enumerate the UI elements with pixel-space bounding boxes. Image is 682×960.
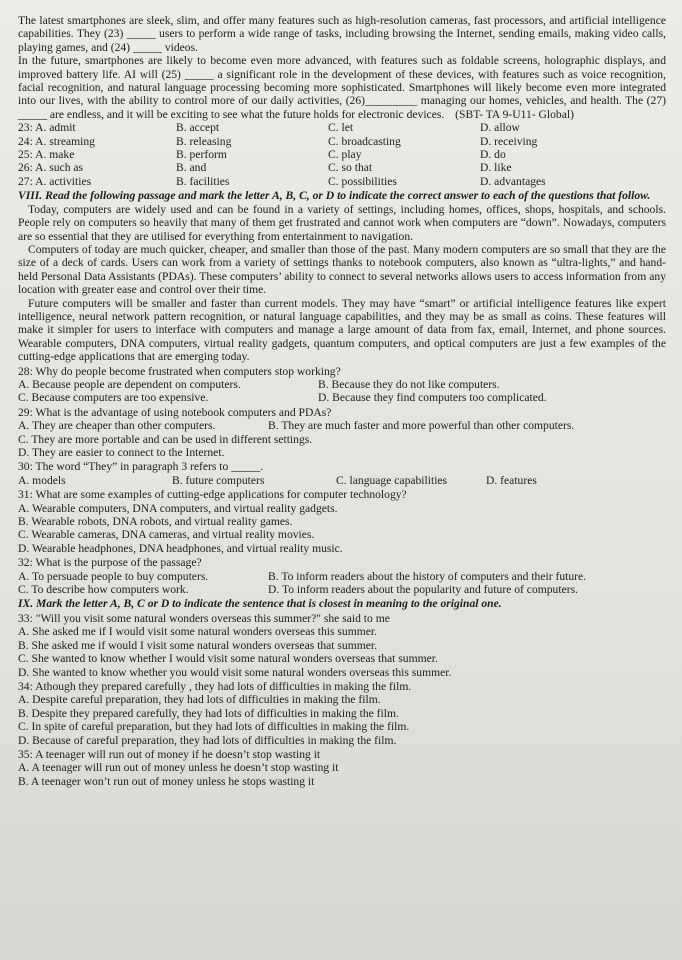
question-29-option-c[interactable]: C. They are more portable and can be used in different settings. (18, 432, 313, 446)
option-25-b[interactable]: B. perform (176, 148, 227, 162)
question-34-stem: 34: Athough they prepared carefully , they had lots of difficulties in making the film. (18, 679, 412, 693)
option-24-b[interactable]: B. releasing (176, 134, 232, 148)
question-28-option-a[interactable]: A. Because people are dependent on computers. (18, 377, 241, 391)
question-33-option-a[interactable]: A. She asked me if I would visit some natural wonders overseas this summer. (18, 625, 378, 639)
question-35-option-b[interactable]: B. A teenager won’t run out of money unless he stops wasting it (18, 774, 315, 788)
question-32-option-a[interactable]: A. To persuade people to buy computers. (18, 569, 209, 583)
option-27-a[interactable]: 27: A. activities (18, 174, 92, 188)
option-26-b[interactable]: B. and (176, 161, 207, 175)
option-row-25 (18, 148, 666, 161)
question-28-option-b[interactable]: B. Because they do not like computers. (318, 377, 500, 391)
question-31-stem: 31: What are some examples of cutting-edge applications for computer technology? (18, 488, 407, 502)
question-28-row-1 (18, 378, 666, 391)
question-29-option-d[interactable]: D. They are easier to connect to the Internet. (18, 446, 225, 459)
section-9-heading: IX. Mark the letter A, B, C or D to indicate the sentence that is closest in meaning to the original one. (18, 597, 502, 611)
option-27-d[interactable]: D. advantages (480, 174, 546, 188)
section8-paragraph-2: Computers of today are much quicker, cheaper, and smaller than those of the past. Many modern computers are so small that they are the size of a deck of cards. Users can work from a variety of settings thanks to notebook computers, also known as “ultra-lights,” and hand-held Personal Data Assistants (PDAs). These computers’ ability to connect to several networks allows users to access information from any location with greater ease and control over their time. (18, 242, 666, 297)
question-33-option-d[interactable]: D. She wanted to know whether you would visit some natural wonders overseas this summer. (18, 665, 452, 679)
question-33-option-b[interactable]: B. She asked me if would I visit some natural wonders overseas that summer. (18, 638, 378, 652)
question-34-option-c[interactable]: C. In spite of careful preparation, but they had lots of difficulties in making the film. (18, 720, 410, 734)
question-33-option-c[interactable]: C. She wanted to know whether I would visit some natural wonders overseas that summer. (18, 652, 438, 666)
question-32-row-1 (18, 570, 666, 583)
option-25-c[interactable]: C. play (328, 148, 362, 162)
option-26-a[interactable]: 26: A. such as (18, 161, 84, 175)
question-30-option-d[interactable]: D. features (486, 473, 537, 487)
question-28-stem: 28: Why do people become frustrated when computers stop working? (18, 364, 341, 378)
option-row-24 (18, 135, 666, 148)
question-34-option-d[interactable]: D. Because of careful preparation, they had lots of difficulties in making the film. (18, 733, 397, 747)
options-23-27 (18, 121, 666, 188)
question-28-option-d[interactable]: D. Because they find computers too complicated. (318, 391, 547, 405)
question-32-option-d[interactable]: D. To inform readers about the popularity and future of computers. (268, 583, 578, 597)
passage1-paragraph-2 (18, 54, 666, 121)
option-row-26 (18, 161, 666, 174)
question-29-option-a[interactable]: A. They are cheaper than other computers. (18, 419, 216, 433)
question-31-option-a[interactable]: A. Wearable computers, DNA computers, and virtual reality gadgets. (18, 501, 338, 515)
question-32-stem: 32: What is the purpose of the passage? (18, 556, 202, 570)
question-30-option-c[interactable]: C. language capabilities (336, 473, 448, 487)
passage1-paragraph-2-text: In the future, smartphones are likely to become even more advanced, with features such as foldable screens, holographic displays, and improved battery life. AI will (25) _____ a significant role in the development of these devices, with features such as voice recognition, facial recognition, and natural language processing becoming more sophisticated. Smartphones will likely become even more integrated into our lives, with the ability to control more of our daily activities, (26)_________ managing our homes, vehicles, and health. The (27) _____ are endless, and it will be exciting to see what the future holds for electronic devices. (18, 54, 666, 121)
question-30-option-a[interactable]: A. models (18, 473, 66, 487)
option-27-c[interactable]: C. possibilities (328, 174, 397, 188)
option-26-c[interactable]: C. so that (328, 161, 373, 175)
option-25-a[interactable]: 25: A. make (18, 148, 75, 162)
option-24-d[interactable]: D. receiving (480, 134, 538, 148)
question-29-stem: 29: What is the advantage of using notebook computers and PDAs? (18, 405, 332, 419)
question-35-stem: 35: A teenager will run out of money if he doesn’t stop wasting it (18, 747, 321, 761)
question-33-stem: 33: "Will you visit some natural wonders overseas this summer?" she said to me (18, 611, 390, 625)
source-note: (SBT- TA 9-U11- Global) (455, 107, 574, 121)
question-32-option-c[interactable]: C. To describe how computers work. (18, 583, 189, 597)
option-27-b[interactable]: B. facilities (176, 174, 230, 188)
question-35-option-a[interactable]: A. A teenager will run out of money unless he doesn’t stop wasting it (18, 761, 339, 775)
question-31-option-c[interactable]: C. Wearable cameras, DNA cameras, and virtual reality movies. (18, 528, 315, 542)
question-31-option-d[interactable]: D. Wearable headphones, DNA headphones, and virtual reality music. (18, 541, 343, 555)
option-24-c[interactable]: C. broadcasting (328, 134, 401, 148)
question-32-option-b[interactable]: B. To inform readers about the history of computers and their future. (268, 569, 587, 583)
question-31-option-b[interactable]: B. Wearable robots, DNA robots, and virtual reality games. (18, 515, 293, 529)
option-23-c[interactable]: C. let (328, 121, 354, 135)
section8-paragraph-3: Future computers will be smaller and faster than current models. They may have “smart” or artificial intelligence features like expert intelligence, neural network pattern recognition, or natural language capabilities, and they may be as small as coins. These features will make it simpler for users to interface with computers and manage a large amount of data from fax, email, Internet, and phone sources. Wearable computers, DNA computers, virtual reality gadgets, quantum computers, and optical computers are just a few examples of the cutting-edge applications that are emerging today. (18, 296, 666, 364)
question-29-row-1 (18, 419, 666, 432)
question-29-option-b[interactable]: B. They are much faster and more powerful than other computers. (268, 419, 575, 433)
question-30-options (18, 474, 666, 487)
question-32-row-2 (18, 583, 666, 596)
passage1-paragraph-1: The latest smartphones are sleek, slim, and offer many features such as high-resolution cameras, fast processors, and artificial intelligence capabilities. They (23) _____ users to perform a wide range of tasks, including browsing the Internet, sending emails, making video calls, playing games, and (24) _____ videos. (18, 14, 666, 54)
option-row-27 (18, 175, 666, 188)
option-25-d[interactable]: D. do (480, 148, 506, 162)
option-26-d[interactable]: D. like (480, 161, 512, 175)
option-row-23 (18, 121, 666, 134)
section8-paragraph-1: Today, computers are widely used and can be found in a variety of settings, including homes, offices, shops, hospitals, and schools. People rely on computers so heavily that many of them get frustrated and cannot work when computers are “down”. Nowadays, computers are so essential that they are utilised for everything from entertainment to navigation. (18, 202, 666, 243)
question-28-row-2 (18, 391, 666, 404)
question-28-option-c[interactable]: C. Because computers are too expensive. (18, 391, 209, 405)
option-23-a[interactable]: 23: A. admit (18, 121, 76, 135)
option-23-d[interactable]: D. allow (480, 121, 520, 135)
question-34-option-a[interactable]: A. Despite careful preparation, they had lots of difficulties in making the film. (18, 693, 381, 707)
question-34-option-b[interactable]: B. Despite they prepared carefully, they had lots of difficulties in making the film. (18, 706, 399, 720)
section-8-heading: VIII. Read the following passage and mark the letter A, B, C, or D to indicate the correct answer to each of the questions that follow. (18, 189, 651, 203)
question-30-option-b[interactable]: B. future computers (172, 473, 265, 487)
question-30-stem: 30: The word “They” in paragraph 3 refers to _____. (18, 460, 264, 474)
option-23-b[interactable]: B. accept (176, 121, 220, 135)
option-24-a[interactable]: 24: A. streaming (18, 134, 95, 148)
